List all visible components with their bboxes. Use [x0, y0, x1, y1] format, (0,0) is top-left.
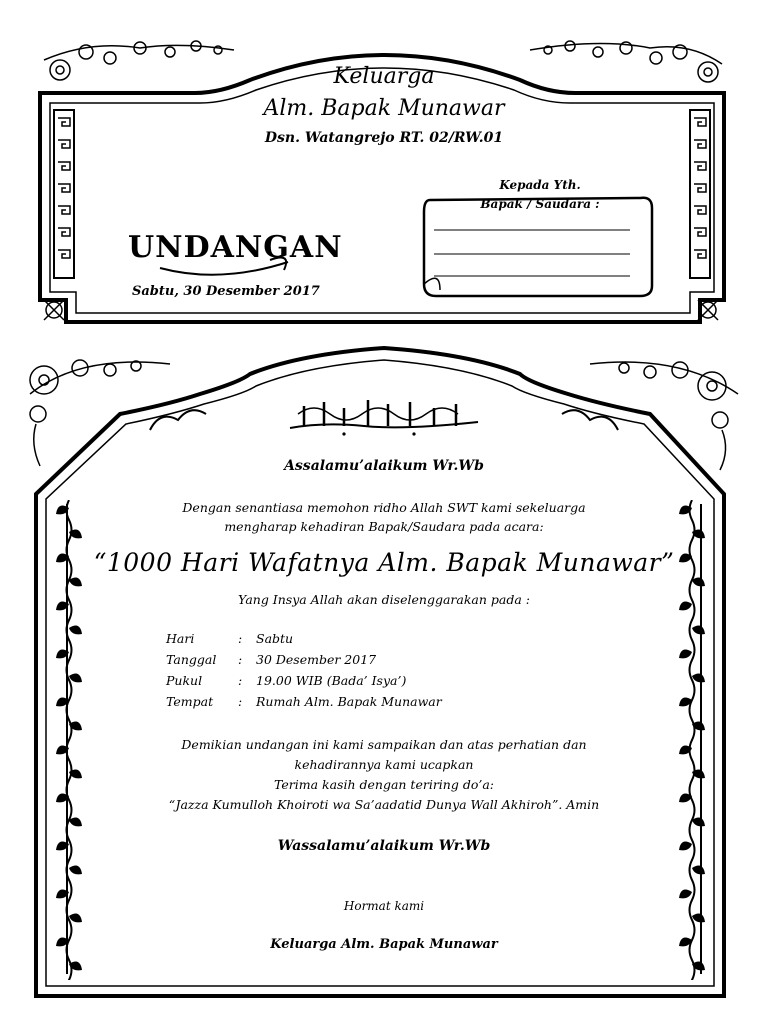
farewell: Wassalamu’alaikum Wr.Wb: [277, 838, 491, 854]
held-line: Yang Insya Allah akan diselenggarakan pada :: [238, 592, 530, 607]
vine-leaf: [69, 914, 82, 923]
card-floral-top-left: [30, 360, 170, 466]
bismillah-calligraphy: [284, 392, 484, 442]
envelope-date: Sabtu, 30 Desember 2017: [132, 284, 320, 299]
regards: Hormat kami: [343, 899, 425, 913]
detail-value: 30 Desember 2017: [256, 652, 377, 667]
closing-prayer: “Jazza Kumulloh Khoiroti wa Sa’aadatid Dunya Wall Akhiroh”. Amin: [168, 797, 600, 812]
vine-leaf: [56, 650, 69, 659]
undangan-logo-text: UNDANGAN: [128, 230, 343, 265]
closing-line-2: kehadirannya kami ucapkan: [294, 757, 474, 772]
detail-sep: :: [238, 652, 243, 667]
greeting: Assalamu’alaikum Wr.Wb: [284, 458, 484, 474]
detail-row-date: [166, 652, 376, 667]
closing-line-3: Terima kasih dengan teriring do’a:: [274, 777, 494, 792]
intro-line-1: Dengan senantiasa memohon ridho Allah SWT kami sekeluarga: [182, 500, 586, 515]
vine-leaf: [69, 674, 82, 683]
detail-sep: :: [238, 673, 243, 688]
detail-value: Sabtu: [256, 631, 294, 646]
envelope-frame: [0, 0, 768, 340]
envelope-family-label: Keluarga: [333, 64, 435, 89]
detail-sep: :: [238, 631, 243, 646]
detail-label: Tempat: [166, 694, 214, 709]
intro-line-2: mengharap kehadiran Bapak/Saudara pada acara:: [224, 519, 544, 534]
vine-leaf: [692, 626, 705, 635]
detail-label: Tanggal: [166, 652, 217, 667]
floral-corner-bottom-left: [44, 300, 64, 320]
vine-leaf: [692, 914, 705, 923]
closing-line-1: Demikian undangan ini kami sampaikan dan atas perhatian dan: [181, 737, 587, 752]
event-title: “1000 Hari Wafatnya Alm. Bapak Munawar”: [93, 548, 675, 577]
undangan-logo: [128, 230, 343, 265]
detail-sep: :: [238, 694, 243, 709]
recipient-line-2: Bapak / Saudara :: [480, 197, 600, 211]
vine-leaf: [679, 650, 692, 659]
detail-row-time: [166, 673, 406, 688]
vine-leaf: [692, 818, 705, 827]
vine-leaf: [69, 578, 82, 587]
vine-leaf: [69, 626, 82, 635]
detail-row-place: [166, 694, 442, 709]
detail-row-day: [166, 631, 293, 646]
vine-leaf: [69, 866, 82, 875]
recipient-line-1: Kepada Yth.: [499, 178, 581, 192]
detail-label: Pukul: [166, 673, 203, 688]
vine-leaf: [692, 578, 705, 587]
envelope-family-name: Alm. Bapak Munawar: [263, 96, 505, 121]
envelope-recipient: [440, 176, 640, 214]
card-floral-top-right: [590, 362, 738, 470]
envelope-address: Dsn. Watangrejo RT. 02/RW.01: [264, 130, 504, 146]
detail-value: 19.00 WIB (Bada’ Isya’): [256, 673, 407, 688]
vine-leaf: [56, 890, 69, 899]
vine-leaf: [692, 674, 705, 683]
signature: Keluarga Alm. Bapak Munawar: [270, 937, 498, 952]
vine-leaf: [679, 890, 692, 899]
detail-value: Rumah Alm. Bapak Munawar: [256, 694, 442, 709]
detail-label: Hari: [166, 631, 195, 646]
vine-leaf: [69, 818, 82, 827]
vine-leaf: [692, 866, 705, 875]
